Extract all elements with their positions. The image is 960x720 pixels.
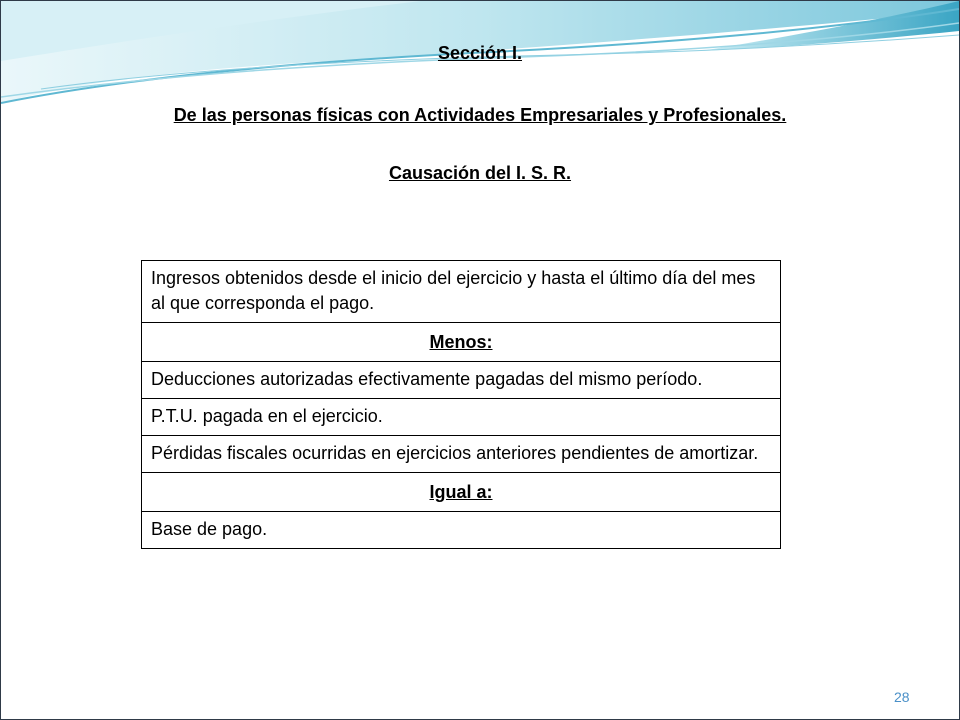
table-row (142, 399, 781, 436)
slide-subtitle: De las personas físicas con Actividades Empresariales y Profesionales. (173, 105, 787, 125)
table-cell: Pérdidas fiscales ocurridas en ejercicios anteriores pendientes de amortizar. (142, 436, 781, 473)
table-row (142, 261, 781, 323)
table-row (142, 473, 781, 512)
table-row (142, 512, 781, 549)
page-number: 28 (894, 689, 910, 705)
table-row (142, 323, 781, 362)
table-row (142, 436, 781, 473)
table-cell: Ingresos obtenidos desde el inicio del ejercicio y hasta el último día del mes al que corresponda el pago. (142, 261, 781, 323)
table-row (142, 362, 781, 399)
section-title: Sección I. (437, 43, 523, 63)
table-cell: Deducciones autorizadas efectivamente pagadas del mismo período. (142, 362, 781, 399)
operator-cell: Igual a: (142, 473, 781, 512)
operator-cell: Menos: (142, 323, 781, 362)
table-cell: Base de pago. (142, 512, 781, 549)
topic-title: Causación del I. S. R. (388, 163, 572, 183)
calculation-table (141, 260, 781, 549)
table-cell: P.T.U. pagada en el ejercicio. (142, 399, 781, 436)
